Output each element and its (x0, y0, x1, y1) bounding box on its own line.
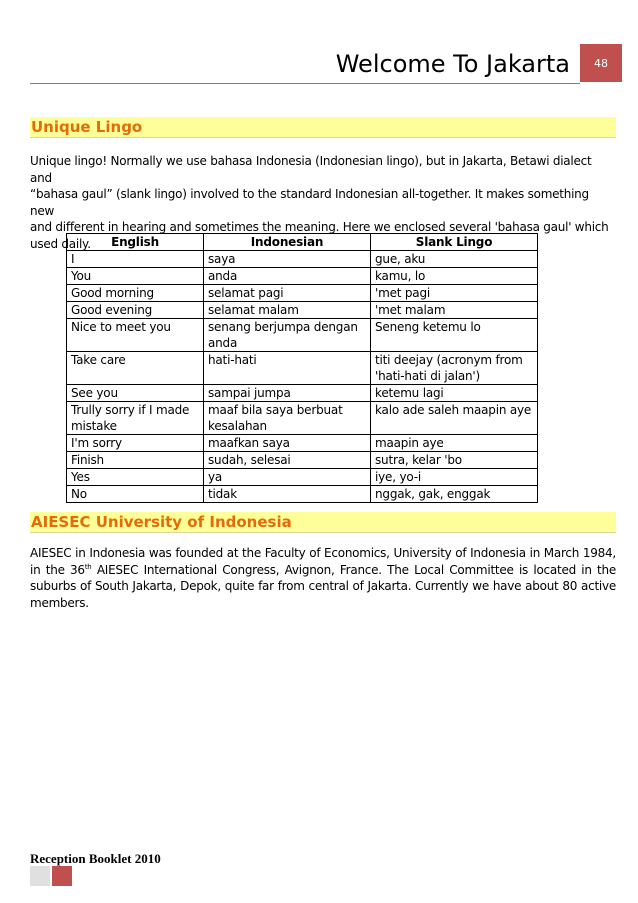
table-row (67, 268, 538, 285)
aiesec-text: AIESEC in Indonesia was founded at the Faculty of Economics, University of Indonesia in March 1984, in the 36 (30, 546, 616, 577)
column-header-slank: Slank Lingo (371, 234, 538, 251)
column-header-english: English (67, 234, 204, 251)
table-row (67, 469, 538, 486)
cell-slank: gue, aku (371, 251, 538, 268)
cell-slank: sutra, kelar 'bo (371, 452, 538, 469)
lingo-table (66, 233, 538, 503)
table-header-row (67, 234, 538, 251)
column-header-indonesian: Indonesian (204, 234, 371, 251)
table-row (67, 486, 538, 503)
cell-english: Good evening (67, 302, 204, 319)
table-row (67, 319, 538, 352)
cell-english: No (67, 486, 204, 503)
table-row (67, 302, 538, 319)
cell-slank: iye, yo-i (371, 469, 538, 486)
intro-line: Unique lingo! Normally we use bahasa Indonesia (Indonesian lingo), but in Jakarta, Betawi dialect and (30, 154, 592, 185)
cell-indonesian: anda (204, 268, 371, 285)
cell-english: Take care (67, 352, 204, 385)
table-row (67, 385, 538, 402)
cell-slank: ketemu lagi (371, 385, 538, 402)
footer-gray-block (30, 866, 50, 886)
cell-slank: 'met malam (371, 302, 538, 319)
footer-red-block (52, 866, 72, 886)
table-row (67, 452, 538, 469)
cell-english: See you (67, 385, 204, 402)
cell-slank: 'met pagi (371, 285, 538, 302)
aiesec-paragraph (30, 545, 616, 611)
cell-indonesian: tidak (204, 486, 371, 503)
table-row (67, 285, 538, 302)
cell-indonesian: maaf bila saya berbuat kesalahan (204, 402, 371, 435)
cell-slank: Seneng ketemu lo (371, 319, 538, 352)
section-heading-aiesec: AIESEC University of Indonesia (31, 513, 292, 531)
cell-indonesian: hati-hati (204, 352, 371, 385)
cell-english: I'm sorry (67, 435, 204, 452)
cell-indonesian: selamat pagi (204, 285, 371, 302)
cell-indonesian: ya (204, 469, 371, 486)
cell-indonesian: senang berjumpa dengan anda (204, 319, 371, 352)
cell-indonesian: sudah, selesai (204, 452, 371, 469)
aiesec-text-cont: AIESEC International Congress, Avignon, France. The Local Committee is located in the suburbs of South Jakarta, Depok, quite far from central of Jakarta. Currently we have about 80 active members. (30, 562, 616, 610)
cell-slank: titi deejay (acronym from 'hati-hati di jalan') (371, 352, 538, 385)
cell-english: Nice to meet you (67, 319, 204, 352)
cell-indonesian: selamat malam (204, 302, 371, 319)
intro-line: “bahasa gaul” (slank lingo) involved to the standard Indonesian all-together. It makes something new (30, 187, 589, 218)
cell-english: You (67, 268, 204, 285)
cell-english: Good morning (67, 285, 204, 302)
cell-english: Finish (67, 452, 204, 469)
ordinal-suffix: th (84, 562, 92, 571)
cell-indonesian: sampai jumpa (204, 385, 371, 402)
cell-english: Trully sorry if I made mistake (67, 402, 204, 435)
cell-english: I (67, 251, 204, 268)
cell-english: Yes (67, 469, 204, 486)
cell-indonesian: maafkan saya (204, 435, 371, 452)
cell-slank: nggak, gak, enggak (371, 486, 538, 503)
table-row (67, 352, 538, 385)
intro-line: used daily. (30, 236, 91, 251)
section-heading-unique-lingo: Unique Lingo (31, 118, 143, 136)
table-row (67, 435, 538, 452)
table-row (67, 402, 538, 435)
footer-text: Reception Booklet 2010 (30, 851, 161, 866)
table-row (67, 251, 538, 268)
intro-line: and different in hearing and sometimes the meaning. Here we enclosed several 'bahasa gaul' which (30, 220, 609, 234)
cell-slank: kalo ade saleh maapin aye (371, 402, 538, 435)
cell-slank: kamu, lo (371, 268, 538, 285)
page-number-badge: 48 (580, 44, 622, 82)
header-divider (30, 83, 580, 84)
cell-slank: maapin aye (371, 435, 538, 452)
page-title: Welcome To Jakarta (335, 50, 570, 78)
cell-indonesian: saya (204, 251, 371, 268)
